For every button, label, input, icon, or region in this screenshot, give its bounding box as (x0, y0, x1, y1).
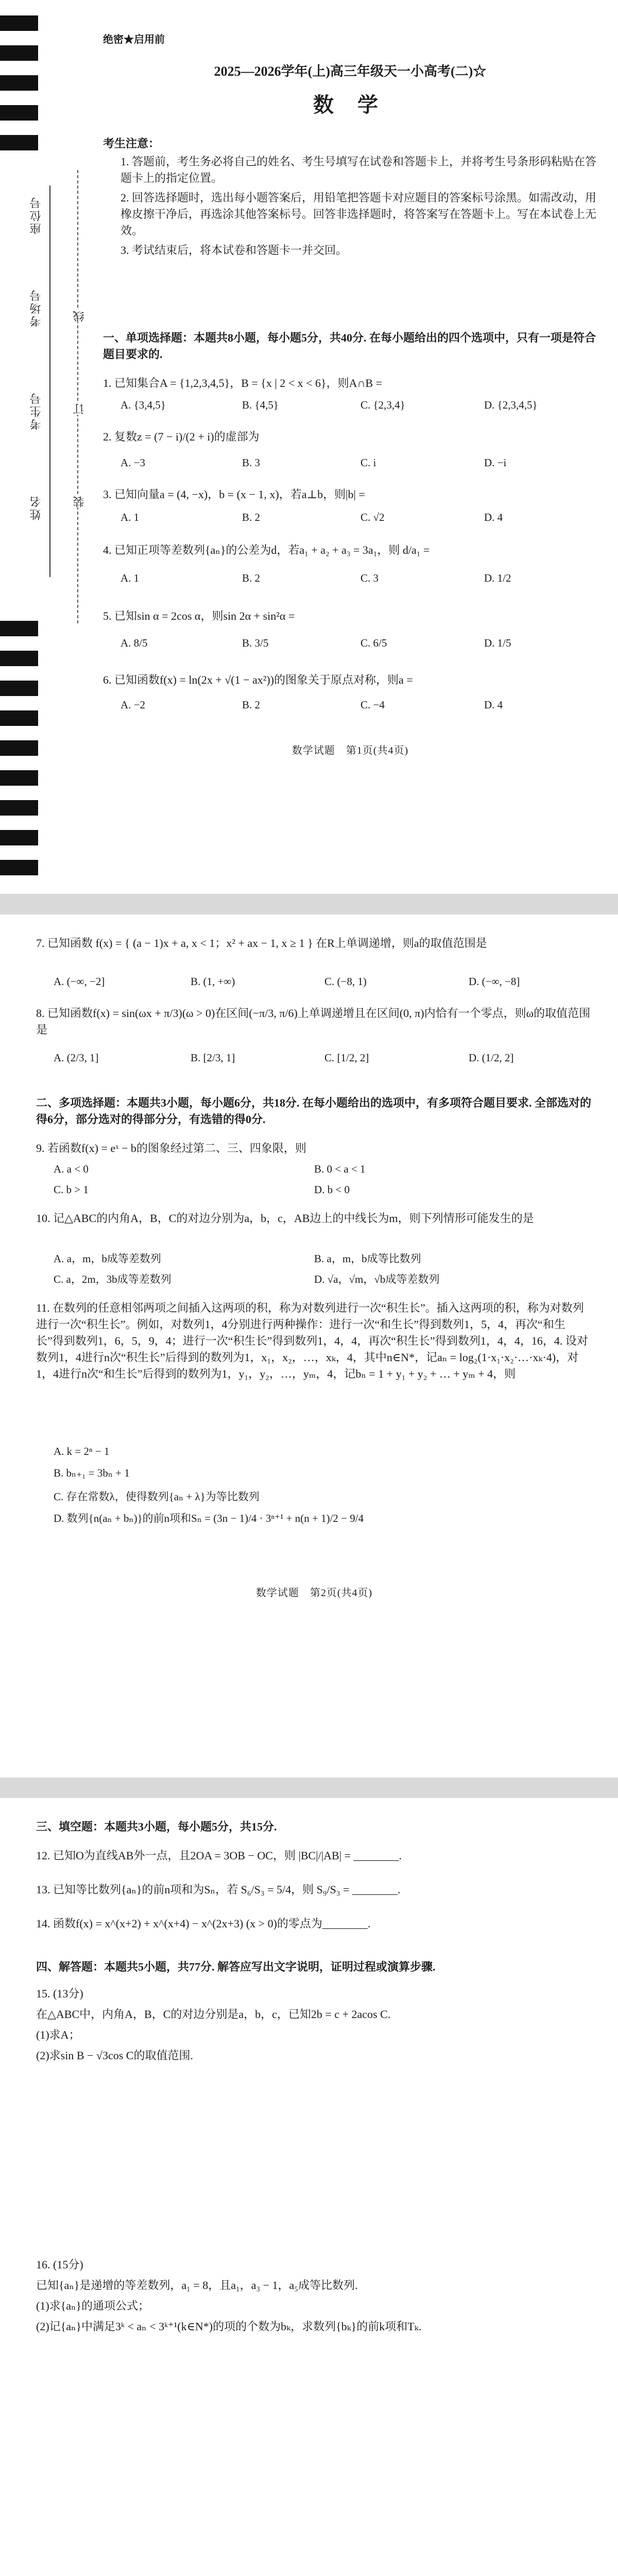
option-b: B. 3/5 (242, 637, 269, 649)
option-b: B. 2 (242, 572, 261, 584)
barcode-bar (0, 710, 38, 726)
binding-line (77, 170, 78, 623)
option-d: D. 1/5 (484, 637, 511, 649)
side-label-examinee-no: 考生号 (29, 392, 42, 430)
section-3-title: 三、填空题：本题共3小题，每小题5分，共15分. (36, 1820, 277, 1833)
question-12: 12. 已知O为直线AB外一点，且2OA = 3OB − OC，则 |BC|/|AB| = ________. (36, 1849, 402, 1862)
question-9-stem: 9. 若函数f(x) = eˣ − b的图象经过第二、三、四象限，则 (36, 1142, 306, 1155)
page-gap (0, 894, 618, 914)
option-d: D. 数列{n(aₙ + bₙ)}的前n项和Sₙ = (3n − 1)/4 · 3ⁿ⁺¹ + n(n + 1)/2 − 9/4 (54, 1512, 364, 1524)
side-label-name: 姓名 (29, 495, 42, 520)
option-c: C. −4 (360, 699, 385, 711)
question-15-line: 在△ABC中，内角A，B，C的对边分别是a，b，c，已知2b = c + 2acos C. (36, 2008, 391, 2021)
page-1-content (103, 0, 597, 894)
barcode-bar (0, 621, 38, 636)
barcode-bar (0, 45, 38, 61)
question-2-options (103, 456, 597, 472)
option-b: B. (1, +∞) (191, 975, 235, 988)
question-11-stem: 11. 在数列的任意相邻两项之间插入这两项的积，称为对数列进行一次“积生长”。插入这两项的积，称为对数列进行一次“积生长”。例如，对数列1，4分别进行两种操作：进行一次“和生长”得到数列1，5，4，再次“和生长”得到数列1，6，5，9，4；进行一次“积生长”得到数列1，4，4，再次“积生长”得到数列1，4，4，16，4. 设对数列1，4进行n次“积生长”后得到的数列为1，x₁，x₂，…，xₖ，4，其中n∈N*，记aₙ = log₂(1·x₁·x₂·…·xₖ·4)，对1，4进行n次“和生长”后得到的数列为1，y₁，y₂，…，yₘ，4，记bₙ = 1 + y₁ + y₂ + … + yₘ + 4，则 (36, 1301, 588, 1380)
barcode-bar (0, 651, 38, 666)
question-9-options (36, 1163, 592, 1199)
option-a: A. k = 2ⁿ − 1 (54, 1445, 110, 1458)
question-7-options (36, 975, 592, 991)
barcode-bar (0, 105, 38, 121)
option-b: B. a，m，b成等比数列 (314, 1252, 421, 1265)
option-a: A. a，m，b成等差数列 (54, 1252, 161, 1265)
barcode-bar (0, 830, 38, 845)
option-d: D. 4 (484, 699, 503, 711)
question-10-stem: 10. 记△ABC的内角A，B，C的对边分别为a，b，c，AB边上的中线长为m，则下列情形可能发生的是 (36, 1212, 534, 1225)
option-d: D. 4 (484, 511, 503, 523)
option-c: C. a，2m，3b成等差数列 (54, 1273, 171, 1285)
barcode-bar (0, 770, 38, 786)
option-d: D. {2,3,4,5} (484, 399, 538, 411)
option-c: C. b > 1 (54, 1183, 89, 1196)
binding-label-bind: 订 (71, 402, 87, 415)
question-4-options (103, 572, 597, 587)
binding-label-pack: 装 (71, 495, 87, 507)
option-d: D. (−∞, −8] (469, 975, 520, 988)
question-16-head: 16. (15分) (36, 2258, 83, 2271)
binding-strip (0, 0, 93, 894)
option-d: D. √a，√m，√b成等差数列 (314, 1273, 440, 1285)
page-footer: 数学试题 第1页(共4页) (291, 745, 409, 756)
question-2-stem: 2. 复数z = (7 − i)/(2 + i)的虚部为 (103, 430, 260, 443)
notice-item: 1. 答题前，考生务必将自己的姓名、考生号填写在试卷和答题卡上，并将考生号条形码粘贴在答题卡上的指定位置。 (121, 155, 597, 184)
page-3-content (36, 1798, 592, 2576)
option-a: A. a < 0 (54, 1163, 89, 1175)
option-c: C. √2 (360, 511, 385, 523)
exam-title: 2025—2026学年(上)高三年级天一小高考(二)☆ (214, 64, 487, 79)
question-16-line: 已知{aₙ}是递增的等差数列，a₁ = 8，且a₁，a₃ − 1，a₅成等比数列. (36, 2279, 358, 2292)
question-3-stem: 3. 已知向量a = (4, −x)，b = (x − 1, x)，若a⊥b，则|b| = (103, 488, 365, 501)
option-b: B. [2/3, 1] (191, 1052, 235, 1064)
notice-item: 2. 回答选择题时，选出每小题答案后，用铅笔把答题卡对应题目的答案标号涂黑。如需改动，用橡皮擦干净后，再选涂其他答案标号。回答非选择题时，将答案写在答题卡上。写在本试卷上无效。 (121, 191, 597, 237)
question-4-stem: 4. 已知正项等差数列{aₙ}的公差为d，若a₁ + a₂ + a₃ = 3a₁，则 d/a₁ = (103, 544, 430, 556)
question-5-options (103, 637, 597, 652)
question-15-line: (1)求A； (36, 2028, 80, 2041)
question-11-options (36, 1445, 592, 1533)
question-10-options (36, 1250, 592, 1286)
option-c: C. 存在常数λ，使得数列{aₙ + λ}为等比数列 (54, 1490, 260, 1503)
question-6-stem: 6. 已知函数f(x) = ln(2x + √(1 − ax²))的图象关于原点对称，则a = (103, 673, 413, 686)
option-a: A. 8/5 (121, 637, 148, 649)
exam-page-3 (0, 1798, 618, 2576)
option-b: B. {4,5} (242, 399, 279, 411)
option-a: A. 1 (121, 572, 140, 584)
option-c: C. {2,3,4} (360, 399, 405, 411)
option-b: B. 2 (242, 511, 261, 523)
section-1-title: 一、单项选择题：本题共8小题，每小题5分，共40分. 在每小题给出的四个选项中，只有一项是符合题目要求的. (103, 331, 596, 361)
option-a: A. {3,4,5} (121, 399, 166, 411)
question-13: 13. 已知等比数列{aₙ}的前n项和为Sₙ，若 S₆/S₃ = 5/4，则 S₉/S₃ = ________. (36, 1883, 401, 1896)
barcode-bar (0, 681, 38, 696)
notice-item: 3. 考试结束后，将本试卷和答题卡一并交回。 (121, 244, 348, 257)
option-c: C. 3 (360, 572, 379, 584)
question-15-head: 15. (13分) (36, 1987, 83, 2000)
option-d: D. 1/2 (484, 572, 511, 584)
question-7-stem: 7. 已知函数 f(x) = { (a − 1)x + a, x < 1；x² + ax − 1, x ≥ 1 } 在R上单调递增，则a的取值范围是 (36, 937, 487, 950)
question-3-options (103, 511, 597, 527)
exam-page-2 (0, 914, 618, 1777)
option-c: C. i (360, 456, 376, 469)
binding-label-line: 线 (71, 309, 87, 322)
page-2-content (36, 914, 592, 1777)
option-a: A. (−∞, −2] (54, 975, 105, 988)
option-b: B. 3 (242, 456, 261, 469)
barcode-bar (0, 75, 38, 91)
barcode-bar (0, 135, 38, 150)
underline-rule (49, 185, 50, 577)
page-gap (0, 1777, 618, 1798)
question-1-options (103, 399, 597, 414)
question-16-line: (2)记{aₙ}中满足3ᵏ < aₙ < 3ᵏ⁺¹(k∈N*)的项的个数为bₖ，求数列{bₖ}的前k项和Tₖ. (36, 2320, 422, 2333)
option-c: C. (−8, 1) (324, 975, 367, 988)
option-a: A. −3 (121, 456, 146, 469)
option-d: D. (1/2, 2] (469, 1052, 514, 1064)
section-4-title: 四、解答题：本题共5小题，共77分. 解答应写出文字说明，证明过程或演算步骤. (36, 1960, 436, 1973)
notice-title: 考生注意： (103, 137, 160, 150)
option-a: A. 1 (121, 511, 140, 523)
option-a: A. (2/3, 1] (54, 1052, 99, 1064)
option-b: B. 0 < a < 1 (314, 1163, 366, 1175)
question-16-line: (1)求{aₙ}的通项公式； (36, 2299, 150, 2312)
confidential-stamp: 绝密★启用前 (103, 34, 165, 45)
section-2-title: 二、多项选择题：本题共3小题，每小题6分，共18分. 在每小题给出的选项中，有多项符合题目要求. 全部选对的得6分，部分选对的得部分分，有选错的得0分. (36, 1096, 592, 1126)
option-a: A. −2 (121, 699, 146, 711)
barcode-bar (0, 15, 38, 31)
side-label-room: 考场号 (29, 289, 42, 327)
question-8-options (36, 1052, 592, 1067)
barcode-bar (0, 740, 38, 756)
barcode-bar (0, 800, 38, 816)
question-1-stem: 1. 已知集合A = {1,2,3,4,5}，B = {x | 2 < x < 6}，则A∩B = (103, 377, 382, 389)
exam-page-1 (0, 0, 618, 894)
option-b: B. 2 (242, 699, 261, 711)
option-c: C. 6/5 (360, 637, 387, 649)
barcode-bar (0, 860, 38, 875)
option-b: B. bₙ₊₁ = 3bₙ + 1 (54, 1467, 130, 1479)
question-5-stem: 5. 已知sin α = 2cos α，则sin 2α + sin²α = (103, 609, 295, 622)
option-c: C. [1/2, 2] (324, 1052, 369, 1064)
side-label-seat: 座位号 (29, 196, 42, 234)
question-15-line: (2)求sin B − √3cos C的取值范围. (36, 2049, 193, 2062)
question-6-options (103, 699, 597, 714)
page-footer: 数学试题 第2页(共4页) (255, 1587, 373, 1599)
option-d: D. −i (484, 456, 507, 469)
question-8-stem: 8. 已知函数f(x) = sin(ωx + π/3)(ω > 0)在区间(−π/3, π/6)上单调递增且在区间(0, π)内恰有一个零点，则ω的取值范围是 (36, 1007, 591, 1036)
option-d: D. b < 0 (314, 1183, 350, 1196)
question-14: 14. 函数f(x) = x^(x+2) + x^(x+4) − x^(2x+3) (x > 0)的零点为________. (36, 1917, 371, 1930)
subject-title: 数 学 (313, 93, 387, 116)
